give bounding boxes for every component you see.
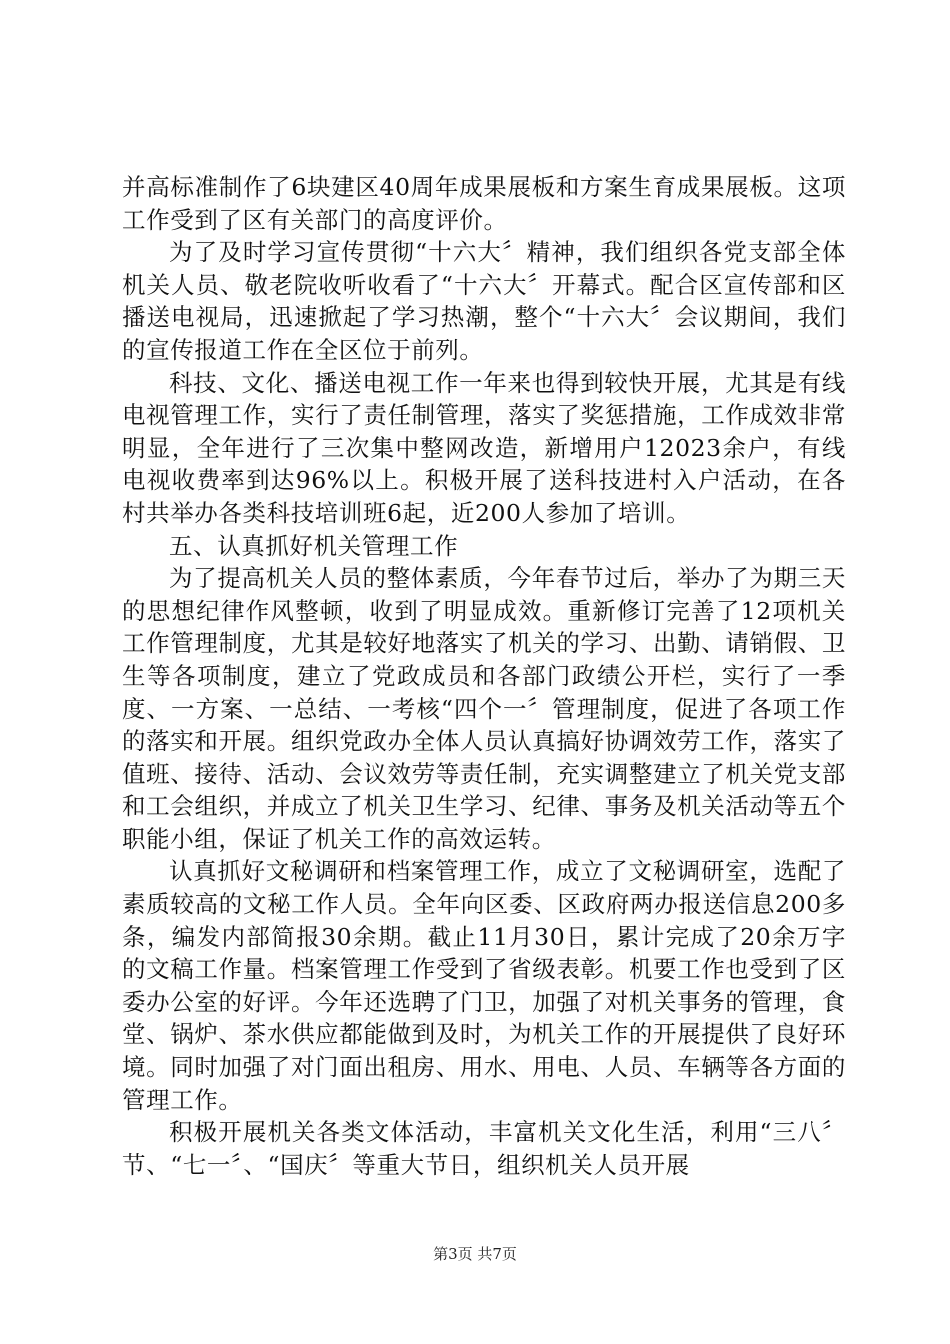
paragraph-cultural-activities: 积极开展机关各类文体活动，丰富机关文化生活，利用“三八〞节、“七一〞、“国庆〞等重大节日，组织机关人员开展: [122, 1118, 846, 1179]
page-number: 第3页 共7页: [433, 1245, 517, 1263]
document-body: [122, 171, 846, 1181]
paragraph-publicity: 为了及时学习宣传贯彻“十六大〞精神，我们组织各党支部全体机关人员、敬老院收听收看了“十六大〞开幕式。配合区宣传部和区播送电视局，迅速掀起了学习热潮，整个“十六大〞会议期间，我们的宣传报道工作在全区位于前列。: [122, 238, 846, 364]
page-footer: [0, 1244, 950, 1264]
paragraph-secretarial-archives: 认真抓好文秘调研和档案管理工作，成立了文秘调研室，选配了素质较高的文秘工作人员。全年向区委、区政府两办报送信息200多条，编发内部简报30余期。截止11月30日，累计完成了20余万字的文稿工作量。档案管理工作受到了省级表彰。机要工作也受到了区委办公室的好评。今年还选聘了门卫，加强了对机关事务的管理，食堂、锅炉、茶水供应都能做到及时，为机关工作的开展提供了良好环境。同时加强了对门面出租房、用水、用电、人员、车辆等各方面的管理工作。: [122, 857, 846, 1114]
paragraph-technology-culture: 科技、文化、播送电视工作一年来也得到较快开展，尤其是有线电视管理工作，实行了责任制管理，落实了奖惩措施，工作成效非常明显，全年进行了三次集中整网改造，新增用户12023余户，有线电视收费率到达96%以上。积极开展了送科技进村入户活动，在各村共举办各类科技培训班6起，近200人参加了培训。: [122, 368, 846, 527]
section-heading: 五、认真抓好机关管理工作: [169, 531, 459, 560]
paragraph-continuation: 并高标准制作了6块建区40周年成果展板和方案生育成果展板。这项工作受到了区有关部门的高度评价。: [122, 173, 846, 234]
paragraph-staff-quality: 为了提高机关人员的整体素质，今年春节过后，举办了为期三天的思想纪律作风整顿，收到了明显成效。重新修订完善了12项机关工作管理制度，尤其是较好地落实了机关的学习、出勤、请销假、卫生等各项制度，建立了党政成员和各部门政绩公开栏，实行了一季度、一方案、一总结、一考核“四个一〞管理制度，促进了各项工作的落实和开展。组织党政办全体人员认真搞好协调效劳工作，落实了值班、接待、活动、会议效劳等责任制，充实调整建立了机关党支部和工会组织，并成立了机关卫生学习、纪律、事务及机关活动等五个职能小组，保证了机关工作的高效运转。: [122, 564, 846, 853]
